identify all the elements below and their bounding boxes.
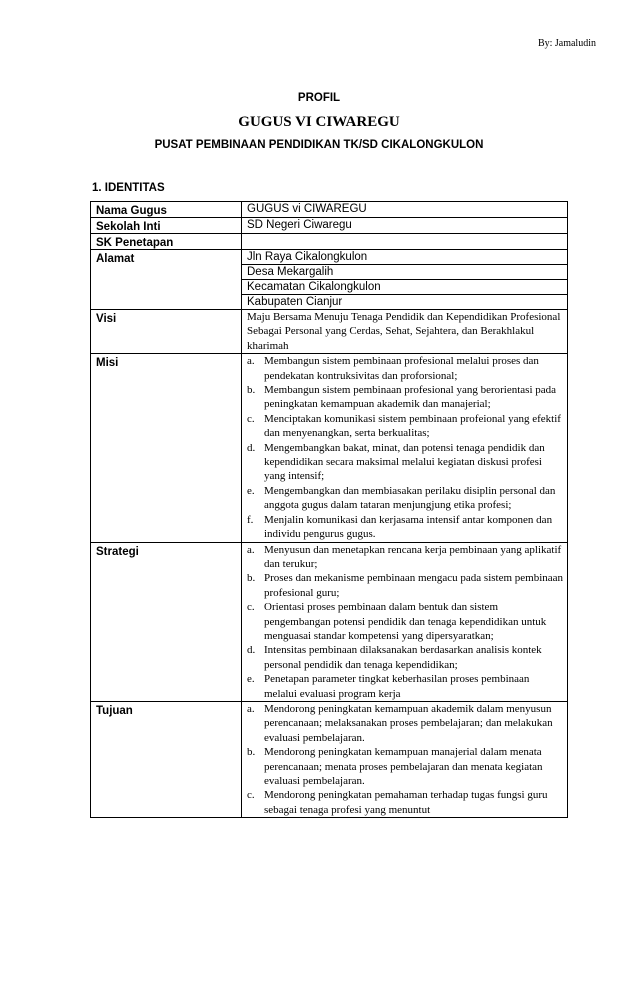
list-item	[247, 702, 564, 745]
label-alamat: Alamat	[91, 250, 242, 310]
list-marker: b.	[247, 746, 256, 759]
list-marker: b.	[247, 572, 256, 585]
list-text: Menciptakan komunikasi sistem pembinaan profeional yang efektif dan menyenangkan, serta berkualitas;	[264, 412, 561, 440]
value-alamat-line: Kecamatan Cikalongkulon	[242, 280, 568, 295]
list-marker: c.	[247, 412, 255, 425]
list-item	[247, 745, 564, 788]
label-nama-gugus: Nama Gugus	[91, 202, 242, 218]
author-credit: By: Jamaludin	[537, 38, 596, 49]
list-marker: c.	[247, 601, 255, 614]
list-marker: a.	[247, 355, 255, 368]
label-sk-penetapan: SK Penetapan	[91, 234, 242, 250]
table-row	[91, 354, 568, 542]
table-row	[91, 542, 568, 701]
list-item	[247, 412, 564, 441]
table-row	[91, 250, 568, 265]
list-item	[247, 543, 564, 572]
list-item	[247, 600, 564, 643]
list-text: Mengembangkan bakat, minat, dan potensi tenaga pendidik dan kependidikan secara maksimal melalui kegiatan diskusi profesi yang intensif;	[264, 441, 545, 483]
table-row	[91, 234, 568, 250]
strategi-list	[247, 543, 564, 701]
list-marker: f.	[247, 513, 254, 526]
list-item	[247, 441, 564, 484]
list-text: Penetapan parameter tingkat keberhasilan proses pembinaan melalui evaluasi program kerja	[264, 673, 530, 700]
list-marker: d.	[247, 644, 256, 657]
identity-table	[90, 201, 568, 818]
list-item	[247, 354, 564, 383]
value-nama-gugus: GUGUS vi CIWAREGU	[242, 202, 568, 218]
label-tujuan: Tujuan	[91, 701, 242, 817]
list-item	[247, 571, 564, 600]
organization-title: PUSAT PEMBINAAN PENDIDIKAN TK/SD CIKALONGKULON	[154, 139, 484, 151]
section-title: 1. IDENTITAS	[92, 182, 165, 194]
list-text: Membangun sistem pembinaan profesional yang berorientasi pada peningkatan kemampuan akademik dan manajerial;	[264, 384, 557, 411]
list-text: Menjalin komunikasi dan kerjasama intensif antar komponen dan individu pengurus gugus.	[264, 513, 553, 541]
list-marker: e.	[247, 484, 255, 497]
misi-list	[247, 354, 564, 541]
page-title: PROFIL	[297, 92, 341, 104]
list-marker: b.	[247, 384, 256, 397]
label-sekolah-inti: Sekolah Inti	[91, 218, 242, 234]
list-text: Proses dan mekanisme pembinaan mengacu pada sistem pembinaan profesional guru;	[264, 572, 564, 599]
page-subtitle: GUGUS VI CIWAREGU	[238, 114, 400, 130]
list-marker: a.	[247, 702, 255, 715]
list-text: Menyusun dan menetapkan rencana kerja pembinaan yang aplikatif dan terukur;	[264, 543, 562, 570]
list-item	[247, 788, 564, 817]
list-marker: e.	[247, 673, 255, 686]
list-item	[247, 513, 564, 542]
value-alamat-line: Kabupaten Cianjur	[242, 295, 568, 310]
list-text: Mendorong peningkatan kemampuan akademik dalam menyusun perencanaan; melaksanakan proses pembelajaran; dan melakukan evaluasi pembelajaran.	[264, 702, 553, 744]
label-strategi: Strategi	[91, 542, 242, 701]
value-visi: Maju Bersama Menuju Tenaga Pendidik dan Kependidikan Profesional Sebagai Personal yang Cerdas, Sehat, Sejahtera, dan Berakhlakul kharimah	[242, 310, 568, 354]
list-marker: c.	[247, 789, 255, 802]
table-row	[91, 218, 568, 234]
list-item	[247, 672, 564, 701]
list-item	[247, 643, 564, 672]
value-alamat-line: Jln Raya Cikalongkulon	[242, 250, 568, 265]
label-visi: Visi	[91, 310, 242, 354]
value-sekolah-inti: SD Negeri Ciwaregu	[242, 218, 568, 234]
tujuan-list	[247, 702, 564, 817]
list-text: Orientasi proses pembinaan dalam bentuk dan sistem pengembangan potensi pendidik dan tenaga kependidikan untuk menguasai standar kompetensi yang dipersyaratkan;	[264, 601, 547, 642]
table-row	[91, 701, 568, 817]
list-text: Mengembangkan dan membiasakan perilaku disiplin personal dan anggota gugus dalam tataran menjungjung etika profesi;	[264, 484, 556, 512]
list-marker: d.	[247, 441, 256, 454]
value-alamat-line: Desa Mekargalih	[242, 265, 568, 280]
table-row	[91, 202, 568, 218]
value-sk-penetapan	[242, 234, 568, 250]
label-misi: Misi	[91, 354, 242, 542]
list-item	[247, 383, 564, 412]
list-text: Mendorong peningkatan kemampuan manajerial dalam menata perencanaan; menata proses pembelajaran dan menata kegiatan evaluasi pembelajaran.	[264, 746, 543, 787]
list-marker: a.	[247, 543, 255, 556]
list-text: Membangun sistem pembinaan profesional melalui proses dan pendekatan kontruksivitas dan proforsional;	[264, 355, 539, 382]
list-text: Mendorong peningkatan pemahaman terhadap tugas fungsi guru sebagai tenaga profesi yang menuntut	[264, 789, 548, 816]
table-row	[91, 310, 568, 354]
list-item	[247, 484, 564, 513]
list-text: Intensitas pembinaan dilaksanakan berdasarkan analisis kontek personal pendidik dan tenaga kependidikan;	[264, 644, 542, 671]
